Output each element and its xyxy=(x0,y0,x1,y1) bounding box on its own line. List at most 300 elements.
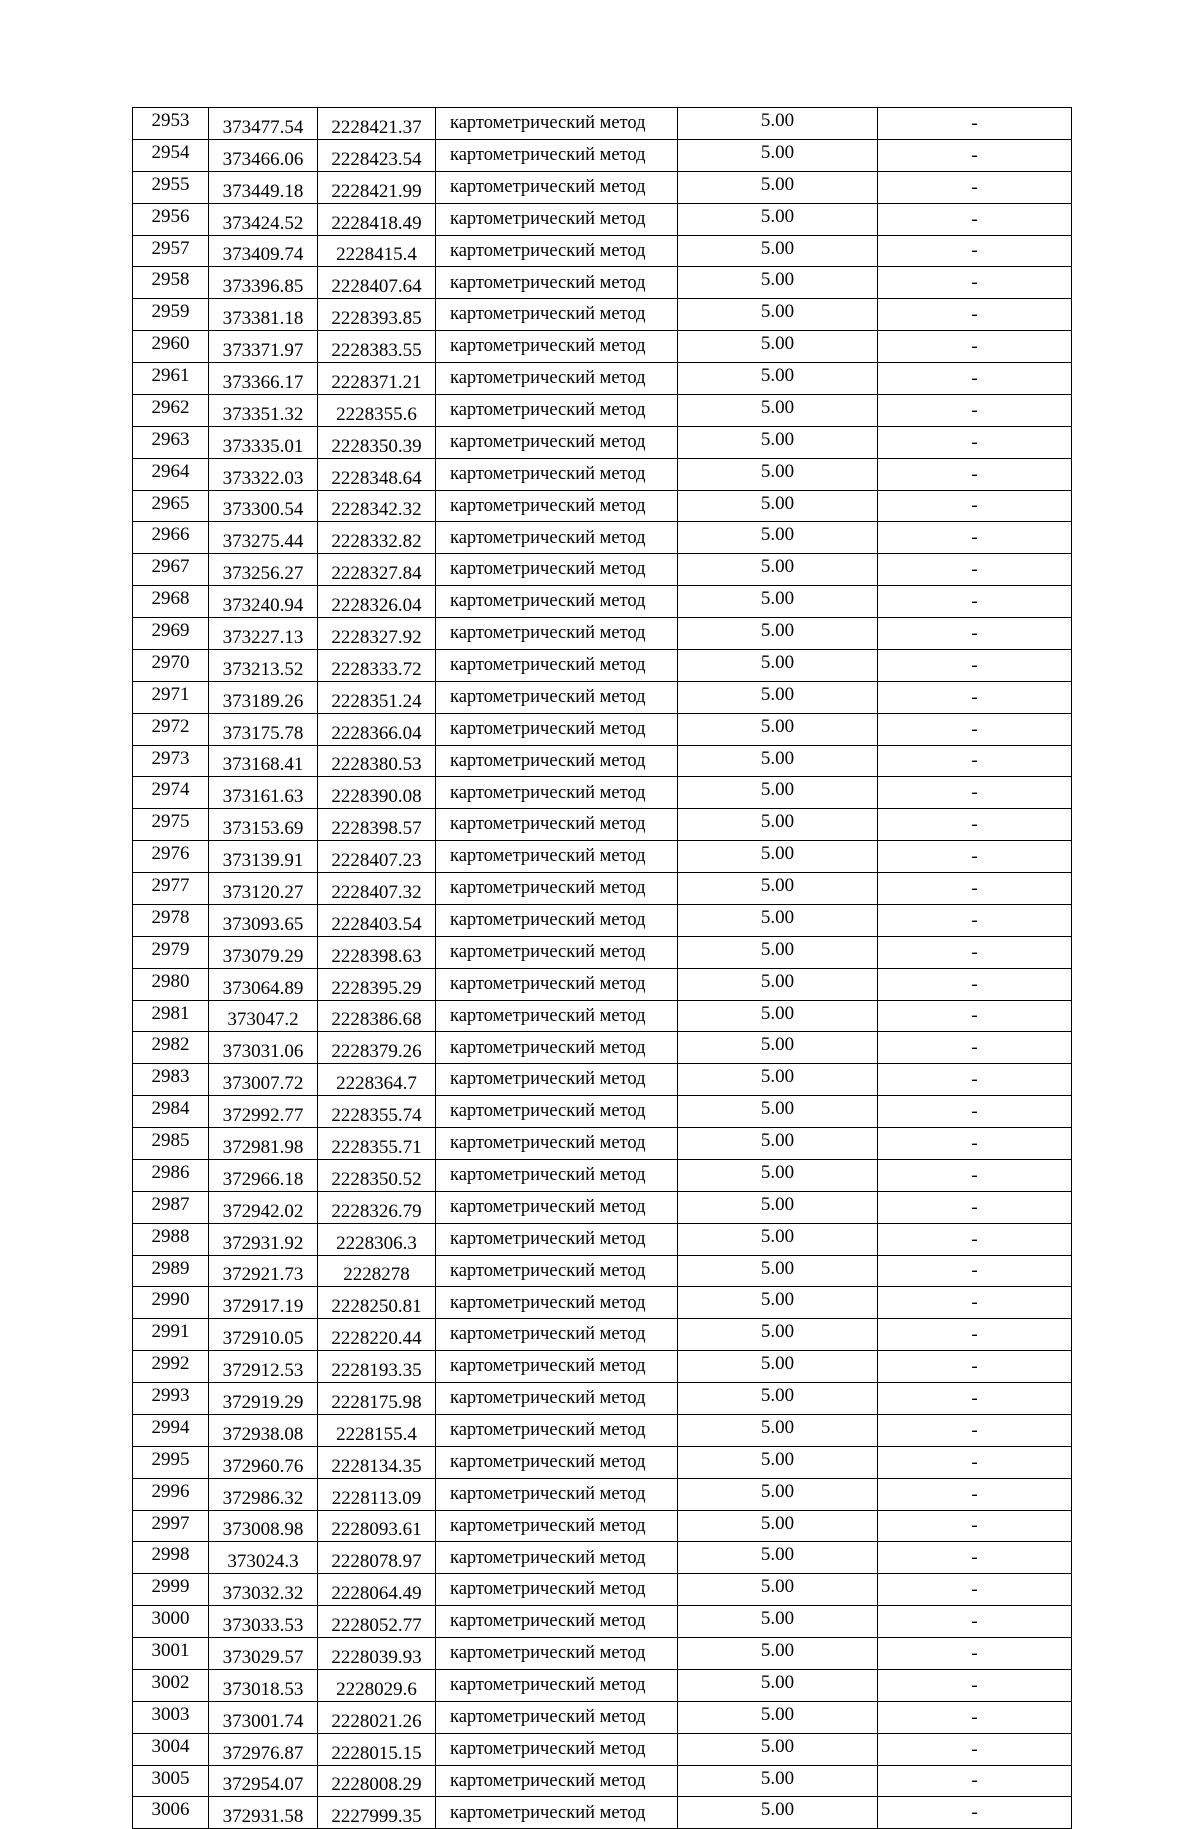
table-row xyxy=(133,1765,1072,1797)
precision-cell: 5.00 xyxy=(678,1223,878,1255)
method-cell: картометрический метод xyxy=(436,1669,678,1701)
x-coordinate-cell: 373001.74 xyxy=(209,1701,318,1733)
method-cell: картометрический метод xyxy=(436,1446,678,1478)
table-row xyxy=(133,1414,1072,1446)
description-cell: - xyxy=(878,1159,1072,1191)
point-number-cell: 2981 xyxy=(133,1000,209,1032)
point-number-cell: 2987 xyxy=(133,1191,209,1223)
method-cell: картометрический метод xyxy=(436,713,678,745)
description-cell: - xyxy=(878,1287,1072,1319)
point-number-cell: 2975 xyxy=(133,809,209,841)
table-row xyxy=(133,1383,1072,1415)
precision-cell: 5.00 xyxy=(678,1638,878,1670)
point-number-cell: 2971 xyxy=(133,681,209,713)
point-number-cell: 2998 xyxy=(133,1542,209,1574)
precision-cell: 5.00 xyxy=(678,1064,878,1096)
y-coordinate-cell: 2228423.54 xyxy=(318,139,436,171)
method-cell: картометрический метод xyxy=(436,108,678,140)
table-row xyxy=(133,363,1072,395)
method-cell: картометрический метод xyxy=(436,458,678,490)
table-row xyxy=(133,1446,1072,1478)
method-cell: картометрический метод xyxy=(436,1765,678,1797)
method-cell: картометрический метод xyxy=(436,936,678,968)
point-number-cell: 2953 xyxy=(133,108,209,140)
x-coordinate-cell: 373466.06 xyxy=(209,139,318,171)
description-cell: - xyxy=(878,586,1072,618)
method-cell: картометрический метод xyxy=(436,1000,678,1032)
y-coordinate-cell: 2228364.7 xyxy=(318,1064,436,1096)
point-number-cell: 2990 xyxy=(133,1287,209,1319)
method-cell: картометрический метод xyxy=(436,299,678,331)
point-number-cell: 2958 xyxy=(133,267,209,299)
description-cell: - xyxy=(878,1064,1072,1096)
description-cell: - xyxy=(878,968,1072,1000)
precision-cell: 5.00 xyxy=(678,745,878,777)
coordinates-table xyxy=(132,107,1072,1829)
description-cell: - xyxy=(878,1096,1072,1128)
precision-cell: 5.00 xyxy=(678,1733,878,1765)
point-number-cell: 2964 xyxy=(133,458,209,490)
y-coordinate-cell: 2228193.35 xyxy=(318,1351,436,1383)
method-cell: картометрический метод xyxy=(436,363,678,395)
precision-cell: 5.00 xyxy=(678,1542,878,1574)
y-coordinate-cell: 2228113.09 xyxy=(318,1478,436,1510)
description-cell: - xyxy=(878,1319,1072,1351)
y-coordinate-cell: 2228250.81 xyxy=(318,1287,436,1319)
precision-cell: 5.00 xyxy=(678,108,878,140)
description-cell: - xyxy=(878,522,1072,554)
x-coordinate-cell: 372992.77 xyxy=(209,1096,318,1128)
x-coordinate-cell: 373409.74 xyxy=(209,235,318,267)
description-cell: - xyxy=(878,1510,1072,1542)
method-cell: картометрический метод xyxy=(436,203,678,235)
precision-cell: 5.00 xyxy=(678,936,878,968)
method-cell: картометрический метод xyxy=(436,1606,678,1638)
method-cell: картометрический метод xyxy=(436,841,678,873)
y-coordinate-cell: 2228383.55 xyxy=(318,331,436,363)
table-row xyxy=(133,873,1072,905)
y-coordinate-cell: 2228342.32 xyxy=(318,490,436,522)
precision-cell: 5.00 xyxy=(678,1414,878,1446)
method-cell: картометрический метод xyxy=(436,1064,678,1096)
point-number-cell: 2986 xyxy=(133,1159,209,1191)
precision-cell: 5.00 xyxy=(678,809,878,841)
table-row xyxy=(133,1032,1072,1064)
description-cell: - xyxy=(878,681,1072,713)
description-cell: - xyxy=(878,936,1072,968)
precision-cell: 5.00 xyxy=(678,841,878,873)
x-coordinate-cell: 373064.89 xyxy=(209,968,318,1000)
description-cell: - xyxy=(878,1701,1072,1733)
point-number-cell: 3001 xyxy=(133,1638,209,1670)
x-coordinate-cell: 373227.13 xyxy=(209,618,318,650)
precision-cell: 5.00 xyxy=(678,363,878,395)
table-row xyxy=(133,1000,1072,1032)
x-coordinate-cell: 372910.05 xyxy=(209,1319,318,1351)
point-number-cell: 2961 xyxy=(133,363,209,395)
y-coordinate-cell: 2228418.49 xyxy=(318,203,436,235)
point-number-cell: 2978 xyxy=(133,904,209,936)
description-cell: - xyxy=(878,841,1072,873)
x-coordinate-cell: 373322.03 xyxy=(209,458,318,490)
precision-cell: 5.00 xyxy=(678,1287,878,1319)
table-row xyxy=(133,299,1072,331)
table-row xyxy=(133,1574,1072,1606)
point-number-cell: 2959 xyxy=(133,299,209,331)
table-row xyxy=(133,522,1072,554)
x-coordinate-cell: 373256.27 xyxy=(209,554,318,586)
y-coordinate-cell: 2228015.15 xyxy=(318,1733,436,1765)
x-coordinate-cell: 373240.94 xyxy=(209,586,318,618)
table-row xyxy=(133,777,1072,809)
description-cell: - xyxy=(878,618,1072,650)
x-coordinate-cell: 373029.57 xyxy=(209,1638,318,1670)
method-cell: картометрический метод xyxy=(436,1351,678,1383)
x-coordinate-cell: 372921.73 xyxy=(209,1255,318,1287)
description-cell: - xyxy=(878,1797,1072,1829)
y-coordinate-cell: 2228333.72 xyxy=(318,649,436,681)
method-cell: картометрический метод xyxy=(436,1414,678,1446)
point-number-cell: 2980 xyxy=(133,968,209,1000)
description-cell: - xyxy=(878,1032,1072,1064)
precision-cell: 5.00 xyxy=(678,458,878,490)
table-row xyxy=(133,936,1072,968)
precision-cell: 5.00 xyxy=(678,426,878,458)
point-number-cell: 2968 xyxy=(133,586,209,618)
y-coordinate-cell: 2228175.98 xyxy=(318,1383,436,1415)
description-cell: - xyxy=(878,649,1072,681)
description-cell: - xyxy=(878,1414,1072,1446)
y-coordinate-cell: 2228380.53 xyxy=(318,745,436,777)
method-cell: картометрический метод xyxy=(436,1032,678,1064)
method-cell: картометрический метод xyxy=(436,809,678,841)
y-coordinate-cell: 2228407.23 xyxy=(318,841,436,873)
point-number-cell: 2976 xyxy=(133,841,209,873)
description-cell: - xyxy=(878,745,1072,777)
description-cell: - xyxy=(878,1128,1072,1160)
point-number-cell: 2965 xyxy=(133,490,209,522)
description-cell: - xyxy=(878,267,1072,299)
precision-cell: 5.00 xyxy=(678,681,878,713)
y-coordinate-cell: 2228421.37 xyxy=(318,108,436,140)
x-coordinate-cell: 373153.69 xyxy=(209,809,318,841)
description-cell: - xyxy=(878,331,1072,363)
x-coordinate-cell: 373031.06 xyxy=(209,1032,318,1064)
table-row xyxy=(133,1159,1072,1191)
y-coordinate-cell: 2228355.71 xyxy=(318,1128,436,1160)
method-cell: картометрический метод xyxy=(436,1797,678,1829)
y-coordinate-cell: 2228220.44 xyxy=(318,1319,436,1351)
precision-cell: 5.00 xyxy=(678,171,878,203)
point-number-cell: 2994 xyxy=(133,1414,209,1446)
y-coordinate-cell: 2228326.79 xyxy=(318,1191,436,1223)
description-cell: - xyxy=(878,235,1072,267)
precision-cell: 5.00 xyxy=(678,1701,878,1733)
point-number-cell: 2972 xyxy=(133,713,209,745)
y-coordinate-cell: 2228350.39 xyxy=(318,426,436,458)
point-number-cell: 2991 xyxy=(133,1319,209,1351)
description-cell: - xyxy=(878,299,1072,331)
y-coordinate-cell: 2228327.92 xyxy=(318,618,436,650)
point-number-cell: 3002 xyxy=(133,1669,209,1701)
precision-cell: 5.00 xyxy=(678,299,878,331)
precision-cell: 5.00 xyxy=(678,1669,878,1701)
point-number-cell: 3006 xyxy=(133,1797,209,1829)
y-coordinate-cell: 2228039.93 xyxy=(318,1638,436,1670)
point-number-cell: 2996 xyxy=(133,1478,209,1510)
x-coordinate-cell: 372986.32 xyxy=(209,1478,318,1510)
x-coordinate-cell: 373093.65 xyxy=(209,904,318,936)
precision-cell: 5.00 xyxy=(678,139,878,171)
table-row xyxy=(133,1096,1072,1128)
x-coordinate-cell: 372931.58 xyxy=(209,1797,318,1829)
precision-cell: 5.00 xyxy=(678,331,878,363)
x-coordinate-cell: 373161.63 xyxy=(209,777,318,809)
precision-cell: 5.00 xyxy=(678,554,878,586)
table-row xyxy=(133,841,1072,873)
x-coordinate-cell: 373424.52 xyxy=(209,203,318,235)
x-coordinate-cell: 373189.26 xyxy=(209,681,318,713)
y-coordinate-cell: 2227999.35 xyxy=(318,1797,436,1829)
point-number-cell: 2956 xyxy=(133,203,209,235)
method-cell: картометрический метод xyxy=(436,1223,678,1255)
description-cell: - xyxy=(878,1383,1072,1415)
description-cell: - xyxy=(878,1255,1072,1287)
y-coordinate-cell: 2228398.57 xyxy=(318,809,436,841)
precision-cell: 5.00 xyxy=(678,649,878,681)
point-number-cell: 2983 xyxy=(133,1064,209,1096)
method-cell: картометрический метод xyxy=(436,171,678,203)
table-row xyxy=(133,1191,1072,1223)
description-cell: - xyxy=(878,363,1072,395)
table-row xyxy=(133,904,1072,936)
table-row xyxy=(133,331,1072,363)
table-row xyxy=(133,1478,1072,1510)
method-cell: картометрический метод xyxy=(436,139,678,171)
x-coordinate-cell: 373018.53 xyxy=(209,1669,318,1701)
description-cell: - xyxy=(878,394,1072,426)
x-coordinate-cell: 372912.53 xyxy=(209,1351,318,1383)
point-number-cell: 2960 xyxy=(133,331,209,363)
table-row xyxy=(133,745,1072,777)
point-number-cell: 2977 xyxy=(133,873,209,905)
x-coordinate-cell: 373007.72 xyxy=(209,1064,318,1096)
precision-cell: 5.00 xyxy=(678,1574,878,1606)
x-coordinate-cell: 373366.17 xyxy=(209,363,318,395)
method-cell: картометрический метод xyxy=(436,1159,678,1191)
method-cell: картометрический метод xyxy=(436,1287,678,1319)
point-number-cell: 2967 xyxy=(133,554,209,586)
point-number-cell: 2966 xyxy=(133,522,209,554)
y-coordinate-cell: 2228366.04 xyxy=(318,713,436,745)
table-row xyxy=(133,1733,1072,1765)
x-coordinate-cell: 372981.98 xyxy=(209,1128,318,1160)
precision-cell: 5.00 xyxy=(678,235,878,267)
table-row xyxy=(133,1128,1072,1160)
method-cell: картометрический метод xyxy=(436,904,678,936)
method-cell: картометрический метод xyxy=(436,1383,678,1415)
x-coordinate-cell: 373371.97 xyxy=(209,331,318,363)
x-coordinate-cell: 373335.01 xyxy=(209,426,318,458)
description-cell: - xyxy=(878,490,1072,522)
point-number-cell: 2973 xyxy=(133,745,209,777)
table-row xyxy=(133,139,1072,171)
table-row xyxy=(133,1510,1072,1542)
table-row xyxy=(133,1223,1072,1255)
y-coordinate-cell: 2228327.84 xyxy=(318,554,436,586)
table-row xyxy=(133,1606,1072,1638)
x-coordinate-cell: 373449.18 xyxy=(209,171,318,203)
y-coordinate-cell: 2228403.54 xyxy=(318,904,436,936)
x-coordinate-cell: 373213.52 xyxy=(209,649,318,681)
table-row xyxy=(133,426,1072,458)
description-cell: - xyxy=(878,139,1072,171)
method-cell: картометрический метод xyxy=(436,1510,678,1542)
description-cell: - xyxy=(878,1351,1072,1383)
y-coordinate-cell: 2228395.29 xyxy=(318,968,436,1000)
table-row xyxy=(133,1638,1072,1670)
precision-cell: 5.00 xyxy=(678,1000,878,1032)
method-cell: картометрический метод xyxy=(436,586,678,618)
method-cell: картометрический метод xyxy=(436,490,678,522)
y-coordinate-cell: 2228355.6 xyxy=(318,394,436,426)
precision-cell: 5.00 xyxy=(678,203,878,235)
method-cell: картометрический метод xyxy=(436,777,678,809)
point-number-cell: 2963 xyxy=(133,426,209,458)
x-coordinate-cell: 372931.92 xyxy=(209,1223,318,1255)
y-coordinate-cell: 2228134.35 xyxy=(318,1446,436,1478)
method-cell: картометрический метод xyxy=(436,1255,678,1287)
y-coordinate-cell: 2228078.97 xyxy=(318,1542,436,1574)
point-number-cell: 2992 xyxy=(133,1351,209,1383)
table-row xyxy=(133,108,1072,140)
method-cell: картометрический метод xyxy=(436,618,678,650)
description-cell: - xyxy=(878,1765,1072,1797)
table-row xyxy=(133,171,1072,203)
precision-cell: 5.00 xyxy=(678,394,878,426)
description-cell: - xyxy=(878,777,1072,809)
precision-cell: 5.00 xyxy=(678,586,878,618)
precision-cell: 5.00 xyxy=(678,777,878,809)
method-cell: картометрический метод xyxy=(436,235,678,267)
precision-cell: 5.00 xyxy=(678,1255,878,1287)
y-coordinate-cell: 2228421.99 xyxy=(318,171,436,203)
point-number-cell: 2999 xyxy=(133,1574,209,1606)
point-number-cell: 2993 xyxy=(133,1383,209,1415)
x-coordinate-cell: 373032.32 xyxy=(209,1574,318,1606)
point-number-cell: 3004 xyxy=(133,1733,209,1765)
x-coordinate-cell: 372938.08 xyxy=(209,1414,318,1446)
y-coordinate-cell: 2228278 xyxy=(318,1255,436,1287)
method-cell: картометрический метод xyxy=(436,1319,678,1351)
method-cell: картометрический метод xyxy=(436,394,678,426)
description-cell: - xyxy=(878,1669,1072,1701)
method-cell: картометрический метод xyxy=(436,1733,678,1765)
point-number-cell: 2962 xyxy=(133,394,209,426)
precision-cell: 5.00 xyxy=(678,1797,878,1829)
precision-cell: 5.00 xyxy=(678,267,878,299)
precision-cell: 5.00 xyxy=(678,522,878,554)
method-cell: картометрический метод xyxy=(436,1701,678,1733)
precision-cell: 5.00 xyxy=(678,713,878,745)
table-row xyxy=(133,458,1072,490)
x-coordinate-cell: 373168.41 xyxy=(209,745,318,777)
method-cell: картометрический метод xyxy=(436,267,678,299)
table-row xyxy=(133,490,1072,522)
point-number-cell: 2970 xyxy=(133,649,209,681)
point-number-cell: 2955 xyxy=(133,171,209,203)
x-coordinate-cell: 372919.29 xyxy=(209,1383,318,1415)
table-row xyxy=(133,1542,1072,1574)
point-number-cell: 2957 xyxy=(133,235,209,267)
description-cell: - xyxy=(878,171,1072,203)
table-row xyxy=(133,203,1072,235)
precision-cell: 5.00 xyxy=(678,490,878,522)
description-cell: - xyxy=(878,1606,1072,1638)
y-coordinate-cell: 2228351.24 xyxy=(318,681,436,713)
y-coordinate-cell: 2228029.6 xyxy=(318,1669,436,1701)
y-coordinate-cell: 2228355.74 xyxy=(318,1096,436,1128)
method-cell: картометрический метод xyxy=(436,1638,678,1670)
table-row xyxy=(133,809,1072,841)
point-number-cell: 2969 xyxy=(133,618,209,650)
precision-cell: 5.00 xyxy=(678,618,878,650)
x-coordinate-cell: 373381.18 xyxy=(209,299,318,331)
y-coordinate-cell: 2228407.32 xyxy=(318,873,436,905)
y-coordinate-cell: 2228155.4 xyxy=(318,1414,436,1446)
x-coordinate-cell: 372917.19 xyxy=(209,1287,318,1319)
description-cell: - xyxy=(878,904,1072,936)
point-number-cell: 2984 xyxy=(133,1096,209,1128)
point-number-cell: 2982 xyxy=(133,1032,209,1064)
table-row xyxy=(133,586,1072,618)
table-row xyxy=(133,235,1072,267)
table-row xyxy=(133,267,1072,299)
precision-cell: 5.00 xyxy=(678,1383,878,1415)
y-coordinate-cell: 2228371.21 xyxy=(318,363,436,395)
precision-cell: 5.00 xyxy=(678,1191,878,1223)
y-coordinate-cell: 2228386.68 xyxy=(318,1000,436,1032)
y-coordinate-cell: 2228021.26 xyxy=(318,1701,436,1733)
table-row xyxy=(133,1701,1072,1733)
method-cell: картометрический метод xyxy=(436,522,678,554)
description-cell: - xyxy=(878,1542,1072,1574)
y-coordinate-cell: 2228415.4 xyxy=(318,235,436,267)
y-coordinate-cell: 2228008.29 xyxy=(318,1765,436,1797)
y-coordinate-cell: 2228407.64 xyxy=(318,267,436,299)
method-cell: картометрический метод xyxy=(436,331,678,363)
table-row xyxy=(133,1351,1072,1383)
precision-cell: 5.00 xyxy=(678,1319,878,1351)
x-coordinate-cell: 373120.27 xyxy=(209,873,318,905)
method-cell: картометрический метод xyxy=(436,554,678,586)
method-cell: картометрический метод xyxy=(436,1574,678,1606)
x-coordinate-cell: 373033.53 xyxy=(209,1606,318,1638)
y-coordinate-cell: 2228379.26 xyxy=(318,1032,436,1064)
x-coordinate-cell: 372966.18 xyxy=(209,1159,318,1191)
description-cell: - xyxy=(878,1446,1072,1478)
y-coordinate-cell: 2228390.08 xyxy=(318,777,436,809)
method-cell: картометрический метод xyxy=(436,745,678,777)
description-cell: - xyxy=(878,1191,1072,1223)
precision-cell: 5.00 xyxy=(678,968,878,1000)
point-number-cell: 3003 xyxy=(133,1701,209,1733)
method-cell: картометрический метод xyxy=(436,649,678,681)
table-row xyxy=(133,681,1072,713)
x-coordinate-cell: 372942.02 xyxy=(209,1191,318,1223)
method-cell: картометрический метод xyxy=(436,968,678,1000)
x-coordinate-cell: 372954.07 xyxy=(209,1765,318,1797)
